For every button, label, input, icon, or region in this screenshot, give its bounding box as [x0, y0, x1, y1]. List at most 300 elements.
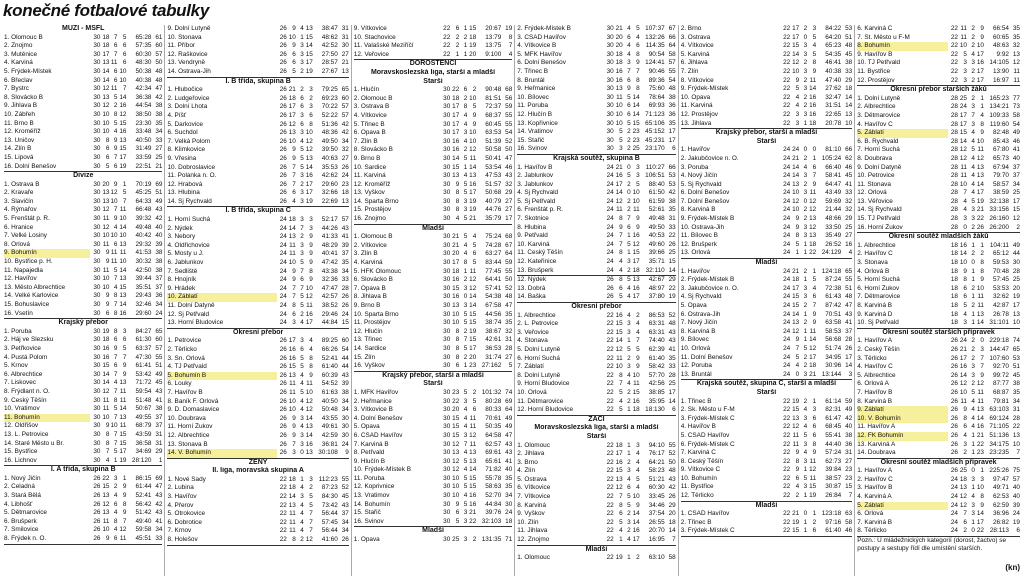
stat-cell: 30 — [606, 25, 614, 32]
stat-cell: 31:74 — [485, 353, 502, 361]
stat-cell: 26 — [279, 431, 287, 439]
stat-cell: 30 — [93, 327, 101, 335]
stat-cell: 42:52 — [321, 42, 338, 50]
stat-cell: 26 — [341, 163, 349, 171]
stat-cell: 12 — [102, 223, 110, 231]
stat-cell: 21 — [959, 345, 967, 353]
stat-cell: 14 — [102, 379, 110, 387]
stat-cell: 5 — [472, 259, 477, 267]
stat-cell: 5 — [300, 163, 304, 171]
team-name: 1. Olomouc B — [353, 233, 393, 241]
stat-cell: 5 — [803, 474, 808, 482]
stat-cell: 30 — [93, 430, 101, 438]
table-row — [354, 406, 512, 415]
stat-cell: 29 — [668, 501, 676, 509]
stat-cell: 17 — [288, 337, 296, 345]
stat-cell: 2 — [803, 59, 808, 67]
stat-cell: 35 — [1012, 388, 1020, 396]
stat-cell: 37 — [155, 283, 163, 291]
stat-cell: 15 — [102, 362, 110, 370]
stat-cell: 3 — [309, 475, 313, 483]
stat-cell: 43 — [155, 509, 163, 517]
stat-cell: 22 — [606, 311, 614, 319]
stat-cell: 28 — [950, 94, 958, 102]
stat-cell: 9 — [636, 363, 640, 371]
stat-cell: 11 — [102, 517, 110, 525]
stat-cell: 42:57 — [321, 293, 338, 301]
stat-cell: 24 — [606, 189, 614, 197]
stat-cell: 20 — [452, 406, 460, 414]
stat-cell: 79:25 — [321, 86, 338, 94]
stat-cell: 23 — [341, 180, 349, 188]
table-row — [681, 68, 853, 77]
team-name: 13. Kopřivnice — [517, 119, 558, 127]
stat-cell: 1 — [122, 180, 127, 188]
stat-cell: 4 — [105, 456, 110, 464]
table-row — [354, 345, 512, 354]
stat-cell: 5 — [300, 259, 304, 267]
stat-cell: 5 — [463, 457, 468, 465]
stat-cell: 61:14 — [825, 397, 842, 405]
stat-cell: 22:51 — [135, 162, 152, 170]
stat-cell: 21 — [452, 233, 460, 241]
stat-cell: 4 — [113, 223, 118, 231]
table-row — [4, 267, 162, 276]
table-row — [167, 155, 348, 164]
stat-cell: 33 — [668, 363, 676, 371]
stat-cell: 17 — [632, 258, 640, 266]
stat-cell: 30:32 — [135, 258, 152, 266]
stat-cell: 3 — [619, 145, 623, 153]
stat-cell: 1 — [627, 450, 631, 458]
stat-cell: 73 — [1012, 103, 1020, 111]
stat-cell: 18:130 — [645, 406, 665, 414]
stat-cell: 10 — [119, 258, 127, 266]
stat-cell: 13 — [288, 129, 296, 137]
stat-cell: 33:45 — [648, 493, 665, 501]
stat-cell: 6 — [627, 102, 631, 110]
stat-cell: 19 — [1012, 293, 1020, 301]
stat-cell: 8 — [795, 457, 800, 465]
table-row — [517, 198, 675, 207]
stat-cell: 44:26 — [321, 224, 338, 232]
table-row — [4, 535, 162, 545]
table-row — [354, 389, 512, 398]
stat-cell: 28:120 — [131, 456, 152, 464]
stat-cell: 28:113 — [989, 527, 1009, 535]
stat-cell: 4 — [300, 406, 304, 414]
author-badge: (kn) — [1005, 563, 1020, 572]
stat-cell: 26 — [279, 33, 287, 41]
stat-cell: 59 — [505, 259, 513, 267]
stat-cell: 3 — [300, 216, 304, 224]
team-name: 8. Jihlava B — [353, 293, 387, 301]
stat-cell: 17 — [668, 136, 676, 144]
stat-cell: 43 — [155, 387, 163, 395]
stat-cell: 43 — [505, 172, 513, 180]
table-row — [4, 345, 162, 354]
stat-cell: 4 — [113, 128, 118, 136]
stat-cell: 30 — [93, 309, 101, 317]
table-row — [857, 250, 1020, 259]
stat-cell: 82:48 — [992, 129, 1009, 137]
stat-cell: 2 — [627, 527, 631, 535]
stat-cell: 10 — [119, 215, 127, 223]
table-row — [857, 164, 1020, 173]
team-name: 11. Dolní Benešov — [680, 353, 733, 361]
page-title: konečné fotbalové tabulky — [3, 1, 209, 20]
stat-cell: 30 — [93, 422, 101, 430]
stat-cell: 17 — [976, 518, 984, 526]
stat-cell: 3 — [300, 42, 304, 50]
stat-cell: 42 — [668, 189, 676, 197]
stat-cell: 2 — [803, 302, 808, 309]
stat-cell: 26 — [976, 223, 984, 231]
stat-cell: 9 — [105, 422, 110, 430]
stat-cell: 11 — [119, 249, 127, 257]
table-row — [857, 285, 1020, 294]
stat-cell: 2 — [803, 180, 808, 188]
table-row — [354, 86, 512, 95]
stat-cell: 33:48 — [135, 128, 152, 136]
stat-cell: 48 — [668, 85, 676, 93]
stat-cell: 9 — [105, 249, 110, 257]
team-name: 1. Poruba — [4, 327, 32, 335]
stat-cell: 4 — [300, 527, 304, 535]
stat-cell: 5 — [309, 493, 313, 501]
team-name: 7. Liskovec — [4, 379, 36, 387]
table-row — [4, 120, 162, 129]
stat-cell: 15 — [632, 249, 640, 257]
stat-cell: 124:18 — [821, 267, 842, 275]
table-row — [857, 302, 1020, 311]
table-row — [167, 293, 348, 302]
stat-cell: 48:63 — [992, 42, 1009, 50]
stat-cell: 2 — [636, 554, 640, 562]
stat-cell: 11 — [1013, 67, 1020, 75]
stat-cell: 28:57 — [321, 59, 338, 67]
stat-cell: 19 — [809, 492, 817, 500]
stat-cell: 9 — [812, 449, 817, 457]
stat-cell: 45 — [845, 50, 853, 58]
team-name: 1. Havířov — [680, 267, 710, 275]
stat-cell: 4 — [113, 283, 118, 291]
team-name: 7. Smilovice — [4, 526, 39, 534]
stat-cell: 44 — [341, 354, 349, 362]
stat-cell: 4 — [963, 431, 967, 439]
stat-cell: 4 — [627, 380, 631, 388]
stat-cell: 42:87 — [992, 302, 1009, 309]
stat-cell: 15 — [305, 33, 313, 41]
stat-cell: 11 — [119, 206, 127, 214]
stat-cell: 21 — [452, 241, 460, 249]
stat-cell: 1 — [113, 456, 118, 464]
stat-cell: 3 — [803, 370, 808, 378]
stat-cell: 13:90 — [992, 67, 1009, 75]
stat-cell: 4 — [980, 111, 984, 119]
stat-cell: 76:17 — [648, 450, 665, 458]
stat-cell: 52:41 — [321, 354, 338, 362]
table-row — [4, 448, 162, 457]
stat-cell: 49:48 — [648, 215, 665, 223]
stat-cell: 4 — [627, 25, 631, 32]
stat-cell: 25 — [452, 536, 460, 544]
stat-cell: 18 — [341, 189, 349, 197]
stat-cell: 18 — [632, 266, 640, 274]
stat-cell: 6 — [113, 336, 118, 344]
stat-cell: 11 — [616, 206, 623, 214]
team-name: 6. Slovácko B — [353, 276, 393, 284]
stat-cell: 30 — [93, 292, 101, 300]
stat-cell: 4 — [463, 241, 468, 249]
stat-cell: 47:30 — [135, 353, 152, 361]
stat-cell: 48 — [668, 320, 676, 328]
stat-cell: 3 — [803, 42, 808, 50]
stat-cell: 34:69 — [135, 448, 152, 456]
team-name: 5. Horní Suchá — [857, 276, 900, 284]
stat-cell: 2 — [627, 136, 631, 144]
stat-cell: 24 — [950, 501, 958, 509]
stat-cell: 5 — [463, 233, 468, 241]
stat-cell: 13 — [102, 93, 110, 101]
stat-cell: 22 — [606, 337, 614, 345]
stat-cell: 17 — [305, 189, 313, 197]
stat-cell: 16 — [615, 172, 623, 180]
team-name: 11. Karviná — [680, 102, 713, 110]
stat-cell: 22 — [950, 50, 958, 58]
stat-cell: 4 — [300, 371, 304, 379]
stat-cell: 4 — [795, 362, 800, 370]
stat-cell: 26 — [93, 535, 101, 543]
team-name: 13. L. Petrovice — [4, 430, 49, 438]
stat-cell: 94:10 — [648, 441, 665, 449]
team-name: 1. Dolní Lutyně — [857, 94, 901, 102]
stat-cell: 13 — [452, 302, 460, 309]
stat-cell: 22 — [606, 354, 614, 362]
stat-cell: 8 — [963, 414, 967, 422]
team-name: 3. Jablunkov — [517, 180, 554, 188]
table-column — [165, 25, 351, 576]
stat-cell: 134:21 — [989, 103, 1009, 111]
team-name: 11. Bystřice — [857, 67, 891, 75]
table-row — [354, 51, 512, 61]
stat-cell: 22 — [783, 25, 791, 32]
stat-cell: 50:35 — [485, 423, 502, 431]
stat-cell: 5 — [300, 363, 304, 371]
stat-cell: 5 — [113, 405, 118, 413]
table-row — [681, 164, 853, 173]
table-row — [517, 232, 675, 241]
stat-cell: 11 — [960, 33, 967, 41]
stat-cell: 4 — [463, 466, 468, 474]
stat-cell: 119:60 — [989, 120, 1009, 128]
table-row — [517, 363, 675, 372]
stat-cell: 13 — [469, 449, 477, 457]
stat-cell: 18 — [950, 267, 958, 275]
stat-cell: 7 — [1016, 449, 1020, 457]
stat-cell: 77:45 — [485, 267, 502, 275]
stat-cell: 38 — [155, 102, 163, 110]
stat-cell: 12 — [102, 387, 110, 395]
stat-cell: 63:103 — [989, 406, 1009, 414]
stat-cell: 18 — [950, 293, 958, 301]
stat-cell: 4 — [812, 42, 817, 50]
stat-cell: 17 — [119, 448, 127, 456]
team-name: 11. Polanka n. O. — [167, 172, 217, 180]
stat-cell: 4 — [463, 492, 468, 500]
stat-cell: 21 — [469, 215, 477, 223]
stat-cell: 61:44 — [135, 483, 152, 491]
team-name: 16. Vyškov — [353, 362, 385, 370]
stat-cell: 4 — [971, 172, 975, 180]
team-name: 4. Přerov — [167, 501, 194, 509]
stat-cell: 13 — [452, 172, 460, 180]
team-name: 10. Zlín — [517, 518, 539, 526]
stat-cell: 13 — [1012, 431, 1020, 439]
team-name: 8. Slovácko B — [4, 93, 44, 101]
stat-cell: 12 — [809, 223, 817, 231]
stat-cell: 9 — [292, 267, 296, 275]
stat-cell: 5 — [963, 50, 967, 58]
stat-cell: 1 — [980, 241, 984, 249]
stat-cell: 17 — [1012, 197, 1020, 205]
table-row — [517, 312, 675, 321]
stat-cell: 12 — [102, 102, 110, 110]
stat-cell: 30 — [443, 233, 451, 241]
stat-cell: 55 — [505, 120, 513, 128]
table-row — [4, 111, 162, 120]
stat-cell: 16 — [452, 146, 460, 154]
stat-cell: 24 — [606, 172, 614, 180]
stat-cell: 49 — [1012, 241, 1020, 249]
stat-cell: 7 — [309, 527, 313, 535]
table-row — [681, 527, 853, 537]
stat-cell: 60:39 — [321, 371, 338, 379]
stat-cell: 21 — [976, 206, 984, 214]
table-row — [4, 518, 162, 527]
stat-cell: 30 — [606, 76, 614, 84]
table-row — [167, 527, 348, 536]
stat-cell: 22 — [783, 457, 791, 465]
stat-cell: 2 — [627, 510, 631, 518]
stat-cell: 14 — [119, 223, 127, 231]
stat-cell: 40:79 — [485, 197, 502, 205]
stat-cell: 13 — [102, 492, 110, 500]
stat-cell: 22 — [606, 320, 614, 328]
stat-cell: 12 — [102, 500, 110, 508]
stat-cell: 41 — [845, 319, 853, 327]
team-name: 11. Horní Žukov — [167, 423, 213, 431]
stat-cell: 4 — [463, 414, 468, 422]
team-name: 14. Šardice — [353, 344, 387, 352]
stat-cell: 1 — [463, 42, 468, 50]
stat-cell: 28 — [950, 129, 958, 137]
stat-cell: 19 — [469, 42, 477, 50]
stat-cell: 30 — [606, 128, 614, 136]
team-name: 11. Bohumín — [4, 414, 90, 423]
stat-cell: 52:41 — [135, 492, 152, 500]
stat-cell: 13 — [102, 197, 110, 205]
stat-cell: 30 — [443, 250, 451, 258]
table-row — [167, 268, 348, 277]
team-name: 6. Louky — [167, 380, 192, 388]
stat-cell: 15 — [792, 42, 800, 50]
table-row — [167, 476, 348, 485]
stat-cell: 18 — [950, 241, 958, 249]
stat-cell: 15 — [469, 474, 477, 482]
stat-cell: 105:24 — [821, 154, 842, 162]
stat-cell: 22 — [606, 554, 614, 562]
stat-cell: 26 — [279, 137, 287, 145]
stat-cell: 5 — [508, 362, 513, 370]
table-heading: Krajská soutěž, skupina C, starší a mladší — [696, 380, 837, 388]
stat-cell: 6 — [812, 293, 817, 301]
stat-cell: 3 — [963, 59, 967, 67]
stat-cell: 38:74 — [485, 319, 502, 327]
stat-cell: 1 — [971, 319, 975, 327]
stat-cell: 26 — [279, 25, 287, 32]
stat-cell: 21 — [615, 25, 623, 32]
stat-cell: 1 — [803, 276, 808, 284]
stat-cell: 7 — [292, 172, 296, 180]
team-name: 9. Petřvald — [517, 232, 548, 240]
team-name: 9. Záblatí — [857, 406, 948, 415]
table-row — [517, 285, 675, 294]
stat-cell: 15 — [119, 283, 127, 291]
stat-cell: 15 — [615, 328, 623, 336]
stat-cell: 18 — [950, 250, 958, 258]
stat-cell: 69:93 — [648, 102, 665, 110]
stat-cell: 12 — [119, 526, 127, 534]
table-row — [167, 86, 348, 95]
stat-cell: 3 — [300, 50, 304, 58]
stat-cell: 6 — [627, 484, 631, 492]
stat-cell: 11 — [110, 85, 118, 93]
table-row — [167, 233, 348, 242]
stat-cell: 24 — [1012, 510, 1020, 518]
stat-cell: 9 — [113, 344, 118, 352]
stat-cell: 18 — [792, 276, 800, 284]
stat-cell: 71:82 — [485, 466, 502, 474]
stat-cell: 30 — [443, 336, 451, 344]
stat-cell: 0 — [980, 337, 984, 345]
stat-cell: 30 — [93, 67, 101, 75]
stat-cell: 6 — [627, 110, 631, 118]
stat-cell: 16 — [615, 458, 623, 466]
stat-cell: 55 — [505, 111, 513, 119]
stat-cell: 28 — [950, 189, 958, 197]
table-row — [681, 302, 853, 311]
stat-cell: 31 — [1012, 406, 1020, 414]
stat-cell: 41:33 — [321, 233, 338, 241]
stat-cell: 30 — [443, 206, 451, 214]
table-row — [681, 311, 853, 320]
table-row — [857, 502, 1020, 511]
team-name: 4. Stonava — [517, 337, 548, 345]
stat-cell: 9 — [113, 145, 118, 153]
table-row — [4, 336, 162, 345]
table-row — [517, 554, 675, 563]
team-name: 2. Jablunkov — [517, 172, 554, 180]
stat-cell: 34 — [155, 128, 163, 136]
table-row — [857, 103, 1020, 112]
stat-cell: 23 — [845, 474, 853, 482]
table-heading: Divize — [73, 172, 94, 180]
table-row — [4, 206, 162, 215]
team-name: 14. Sparta Brno — [353, 197, 399, 205]
table-row — [167, 302, 348, 311]
stat-cell: 9 — [292, 146, 296, 154]
